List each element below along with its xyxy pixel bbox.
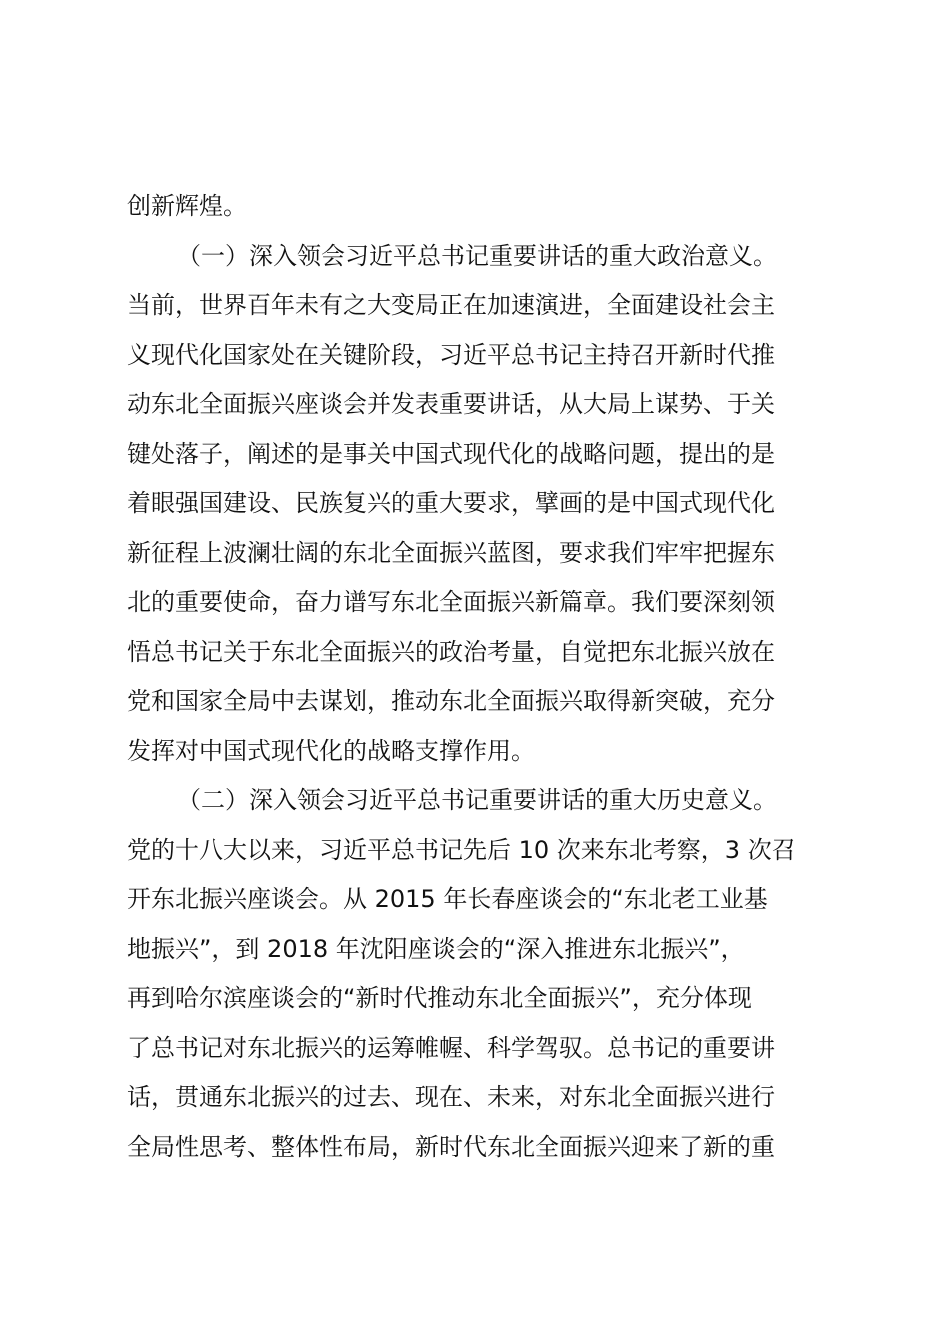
- text-line: 键处落子，阐述的是事关中国式现代化的战略问题，提出的是: [127, 439, 775, 468]
- text-line: 全局性思考、整体性布局，新时代东北全面振兴迎来了新的重: [127, 1132, 775, 1161]
- text-line: 着眼强国建设、民族复兴的重大要求，擘画的是中国式现代化: [127, 489, 775, 517]
- text-line: 创新辉煌。: [127, 192, 247, 220]
- text-line: 动东北全面振兴座谈会并发表重要讲话，从大局上谋势、于关: [127, 390, 775, 418]
- text-line: 义现代化国家处在关键阶段，习近平总书记主持召开新时代推: [127, 340, 775, 369]
- text-line: 新征程上波澜壮阔的东北全面振兴蓝图，要求我们牢牢把握东: [127, 538, 775, 567]
- text-line: 当前，世界百年未有之大变局正在加速演进，全面建设社会主: [127, 291, 775, 319]
- text-line: 了总书记对东北振兴的运筹帷幄、科学驾驭。总书记的重要讲: [127, 1033, 775, 1062]
- text-line: 话，贯通东北振兴的过去、现在、未来，对东北全面振兴进行: [127, 1083, 775, 1111]
- text-line: 党的十八大以来，习近平总书记先后 10 次来东北考察，3 次召: [127, 835, 796, 864]
- text-line: 发挥对中国式现代化的战略支撑作用。: [127, 736, 535, 765]
- text-line: 党和国家全局中去谋划，推动东北全面振兴取得新突破，充分: [127, 687, 775, 715]
- text-line: 北的重要使命，奋力谱写东北全面振兴新篇章。我们要深刻领: [127, 588, 775, 616]
- text-line: 再到哈尔滨座谈会的“新时代推动东北全面振兴”，充分体现: [127, 984, 752, 1012]
- text-line: 悟总书记关于东北全面振兴的政治考量，自觉把东北振兴放在: [127, 637, 775, 666]
- section-heading-1: （一）深入领会习近平总书记重要讲话的重大政治意义。: [177, 241, 777, 270]
- section-heading-2: （二）深入领会习近平总书记重要讲话的重大历史意义。: [177, 786, 777, 814]
- text-line: 开东北振兴座谈会。从 2015 年长春座谈会的“东北老工业基: [127, 885, 768, 913]
- body-text: [127, 182, 837, 1172]
- text-line: 地振兴”，到 2018 年沈阳座谈会的“深入推进东北振兴”，: [127, 934, 745, 963]
